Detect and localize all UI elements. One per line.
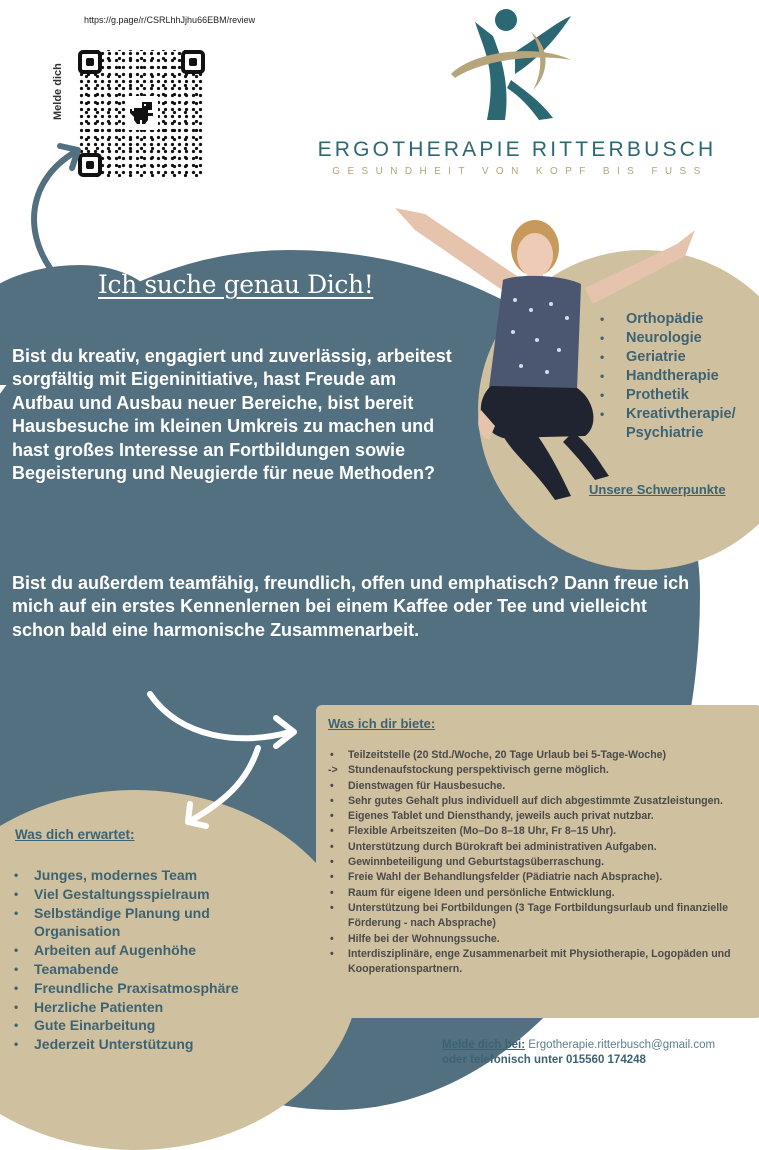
- focus-title: Unsere Schwerpunkte: [589, 482, 726, 497]
- list-item: • Orthopädie: [598, 310, 756, 329]
- list-item: • Raum für eigene Ideen und persönliche Entwicklung.: [328, 886, 758, 901]
- list-item: • Freundliche Praxisatmosphäre: [14, 979, 314, 998]
- list-item: -> Stundenaufstockung perspektivisch gerne möglich.: [328, 763, 758, 778]
- qr-side-label: Melde dich: [52, 63, 64, 120]
- list-item: • Sehr gutes Gehalt plus individuell auf dich abgestimmte Zusatzleistungen.: [328, 794, 758, 809]
- dinosaur-icon: [126, 96, 158, 130]
- focus-list: [598, 310, 756, 443]
- contact-info: [442, 1038, 758, 1068]
- review-qr-code[interactable]: [78, 50, 205, 177]
- list-item: • Selbständige Planung und Organisation: [14, 904, 254, 942]
- qr-url[interactable]: https://g.page/r/CSRLhhJjhu66EBM/review: [84, 15, 256, 25]
- list-item: • Herzliche Patienten: [14, 998, 314, 1017]
- intro-paragraph-2: Bist du außerdem teamfähig, freundlich, offen und emphatisch? Dann freue ich mich auf ein erstes Kennenlernen bei einem Kaffee oder Tee und vielleicht schon bald eine harmonische Zusammenarbeit.: [12, 573, 690, 640]
- page-headline: Ich suche genau Dich!: [98, 270, 374, 299]
- brand-name: ERGOTHERAPIE RITTERBUSCH: [317, 138, 717, 161]
- contact-label: Melde dich bei:: [442, 1039, 526, 1051]
- list-item: • Unterstützung durch Bürokraft bei administrativen Aufgaben.: [328, 840, 758, 855]
- offer-title: Was ich dir biete:: [328, 716, 436, 731]
- qr-finder: [181, 50, 205, 74]
- list-item: • Jederzeit Unterstützung: [14, 1035, 314, 1054]
- list-item: • Viel Gestaltungsspielraum: [14, 885, 314, 904]
- list-item: • Gewinnbeteiligung und Geburtstagsüberraschung.: [328, 855, 758, 870]
- list-item: • Interdisziplinäre, enge Zusammenarbeit mit Physiotherapie, Logopäden und Kooperationspartnern.: [328, 947, 758, 978]
- list-item: • Hilfe bei der Wohnungssuche.: [328, 932, 758, 947]
- brand-logo-icon: [445, 2, 575, 134]
- list-item: • Geriatrie: [598, 348, 756, 367]
- expect-title: Was dich erwartet:: [15, 827, 135, 842]
- list-item: • Freie Wahl der Behandlungsfelder (Pädiatrie nach Absprache).: [328, 870, 758, 885]
- list-item: • Flexible Arbeitszeiten (Mo–Do 8–18 Uhr, Fr 8–15 Uhr).: [328, 824, 758, 839]
- intro-paragraph: Bist du kreativ, engagiert und zuverlässig, arbeitest sorgfältig mit Eigeninitiative, hast Freude am Aufbau und Ausbau neuer Bereiche, bist bereit Hausbesuche im kleinen Umkreis zu machen und hast großes Interesse an Fortbildungen sowie Begeisterung und Neugierde für neue Methoden?: [12, 346, 452, 484]
- list-item: • Arbeiten auf Augenhöhe: [14, 941, 314, 960]
- contact-email-link[interactable]: Ergotherapie.ritterbusch@gmail.com: [528, 1039, 716, 1051]
- brand-tagline: GESUNDHEIT VON KOPF BIS FUSS: [332, 166, 708, 177]
- list-item: • Dienstwagen für Hausbesuche.: [328, 779, 758, 794]
- list-item: • Neurologie: [598, 329, 756, 348]
- curved-arrow-icon: [20, 140, 90, 270]
- contact-phone[interactable]: oder telefonisch unter 015560 174248: [442, 1054, 646, 1066]
- offer-list: [328, 748, 758, 977]
- list-item: • Handtherapie: [598, 367, 756, 386]
- qr-finder: [78, 50, 102, 74]
- list-item: • Teamabende: [14, 960, 314, 979]
- expect-list: [14, 866, 314, 1054]
- list-item: • Kreativtherapie/ Psychiatrie: [598, 405, 756, 443]
- list-item: • Prothetik: [598, 386, 756, 405]
- list-item: • Eigenes Tablet und Diensthandy, jeweils auch privat nutzbar.: [328, 809, 758, 824]
- list-item: • Unterstützung bei Fortbildungen (3 Tage Fortbildungsurlaub und finanzielle Förderung - nach Absprache): [328, 901, 758, 932]
- list-item: • Gute Einarbeitung: [14, 1016, 314, 1035]
- list-item: • Junges, modernes Team: [14, 866, 314, 885]
- curved-arrow-icon: [140, 688, 310, 838]
- list-item: • Teilzeitstelle (20 Std./Woche, 20 Tage Urlaub bei 5-Tage-Woche): [328, 748, 758, 763]
